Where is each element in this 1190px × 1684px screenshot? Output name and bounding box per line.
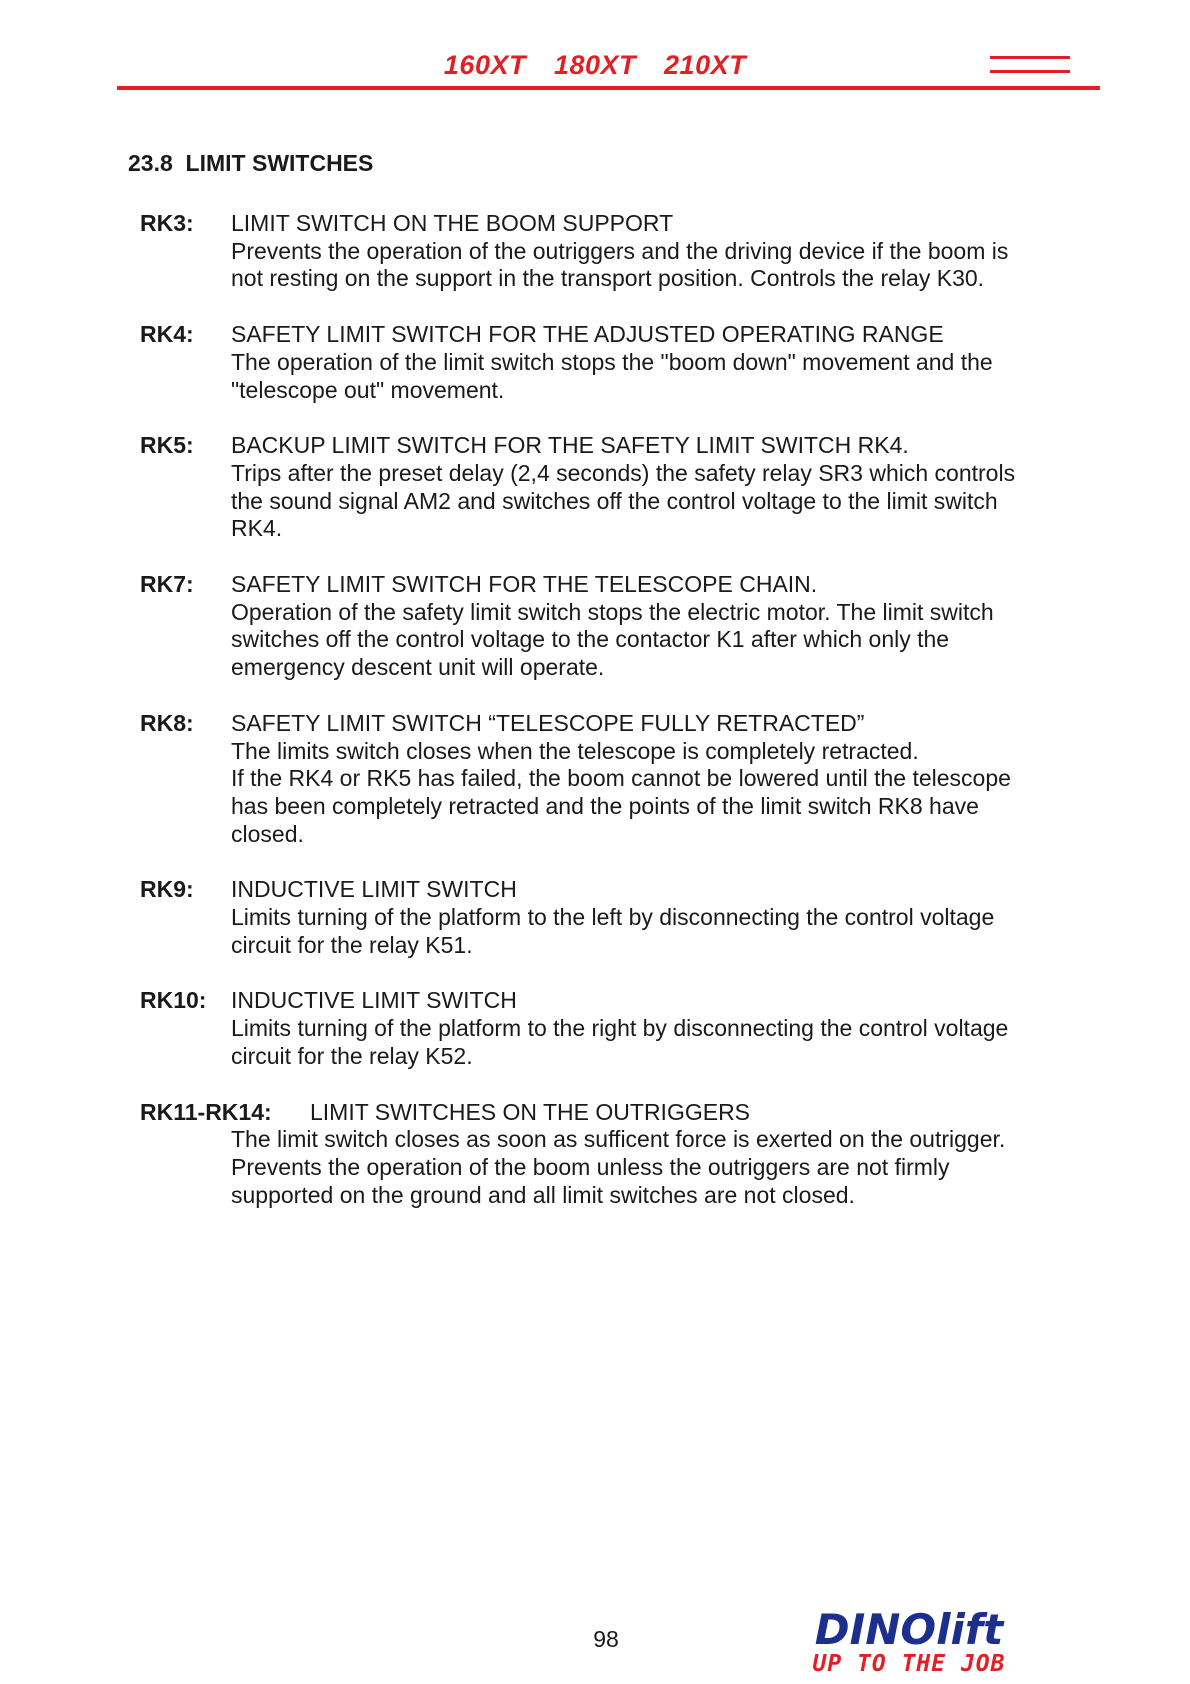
description-line: Limits turning of the platform to the left by disconnecting the control voltage (231, 904, 995, 931)
description-line: the sound signal AM2 and switches off the control voltage to the limit switch (231, 487, 998, 514)
switch-description (231, 1099, 1070, 1210)
switch-code: RK5: (140, 432, 194, 459)
switch-title: INDUCTIVE LIMIT SWITCH (231, 876, 517, 903)
description-line: circuit for the relay K51. (231, 931, 473, 958)
description-line: The operation of the limit switch stops the "boom down" movement and the (231, 348, 993, 375)
description-line: Operation of the safety limit switch stops the electric motor. The limit switch (231, 598, 994, 625)
switch-code: RK4: (140, 321, 194, 348)
logo-wordmark: DINOlift (814, 1605, 1004, 1654)
description-line: The limit switch closes as soon as sufficent force is exerted on the outrigger. (231, 1126, 1006, 1153)
logo-tagline: UP TO THE JOB (812, 1651, 1006, 1677)
header-mark-line (990, 70, 1070, 73)
switch-code: RK10: (140, 987, 207, 1014)
switch-description (231, 432, 1070, 543)
limit-switch-entry (140, 710, 1070, 849)
switch-description (231, 210, 1070, 293)
description-line: Limits turning of the platform to the right by disconnecting the control voltage (231, 1015, 1009, 1042)
switch-title: SAFETY LIMIT SWITCH FOR THE ADJUSTED OPERATING RANGE (231, 321, 944, 348)
switch-description (231, 876, 1070, 959)
limit-switch-entry (140, 432, 1070, 543)
model-label: 180XT (553, 50, 637, 80)
limit-switch-entry (140, 987, 1070, 1070)
description-line: RK4. (231, 515, 283, 542)
limit-switch-entry (140, 1099, 1070, 1210)
switch-title: SAFETY LIMIT SWITCH “TELESCOPE FULLY RETRACTED” (231, 709, 865, 736)
limit-switch-entry (140, 210, 1070, 293)
limit-switch-list (140, 210, 1070, 1237)
model-label: 210XT (664, 50, 747, 80)
description-line: switches off the control voltage to the contactor K1 after which only the (231, 626, 950, 653)
description-line: Prevents the operation of the outriggers and the driving device if the boom is (231, 237, 1009, 264)
switch-description (231, 321, 1070, 404)
description-line: Prevents the operation of the boom unless the outriggers are not firmly (231, 1153, 950, 1180)
model-header (0, 50, 1190, 81)
dinolift-logo (804, 1605, 1014, 1677)
limit-switch-entry (140, 571, 1070, 682)
description-line: not resting on the support in the transport position. Controls the relay K30. (231, 265, 985, 292)
description-line: The limits switch closes when the telescope is completely retracted. (231, 737, 919, 764)
switch-title: BACKUP LIMIT SWITCH FOR THE SAFETY LIMIT SWITCH RK4. (231, 432, 909, 459)
model-label: 160XT (443, 50, 526, 80)
switch-description (231, 571, 1070, 682)
switch-title: INDUCTIVE LIMIT SWITCH (231, 987, 517, 1014)
description-line: If the RK4 or RK5 has failed, the boom cannot be lowered until the telescope (231, 765, 1011, 792)
limit-switch-entry (140, 876, 1070, 959)
switch-code: RK8: (140, 709, 194, 736)
section-title: 23.8 LIMIT SWITCHES (128, 150, 374, 176)
description-line: emergency descent unit will operate. (231, 654, 605, 681)
switch-code: RK9: (140, 876, 194, 903)
switch-code: RK11-RK14: (140, 1098, 272, 1125)
switch-description (231, 710, 1070, 849)
description-line: circuit for the relay K52. (231, 1042, 473, 1069)
page-number: 98 (593, 1626, 619, 1652)
description-line: has been completely retracted and the points of the limit switch RK8 have (231, 792, 979, 819)
switch-code: RK7: (140, 571, 194, 598)
header-divider (117, 86, 1100, 90)
header-mark-line (990, 56, 1070, 59)
limit-switch-entry (140, 321, 1070, 404)
description-line: Trips after the preset delay (2,4 seconds) the safety relay SR3 which controls (231, 459, 1016, 486)
description-line: "telescope out" movement. (231, 376, 505, 403)
switch-description (231, 987, 1070, 1070)
switch-title: SAFETY LIMIT SWITCH FOR THE TELESCOPE CHAIN. (231, 571, 818, 598)
switch-code: RK3: (140, 210, 194, 236)
description-line: closed. (231, 820, 304, 847)
switch-title: LIMIT SWITCHES ON THE OUTRIGGERS (310, 1098, 751, 1125)
switch-title: LIMIT SWITCH ON THE BOOM SUPPORT (231, 210, 674, 236)
description-line: supported on the ground and all limit switches are not closed. (231, 1181, 855, 1208)
